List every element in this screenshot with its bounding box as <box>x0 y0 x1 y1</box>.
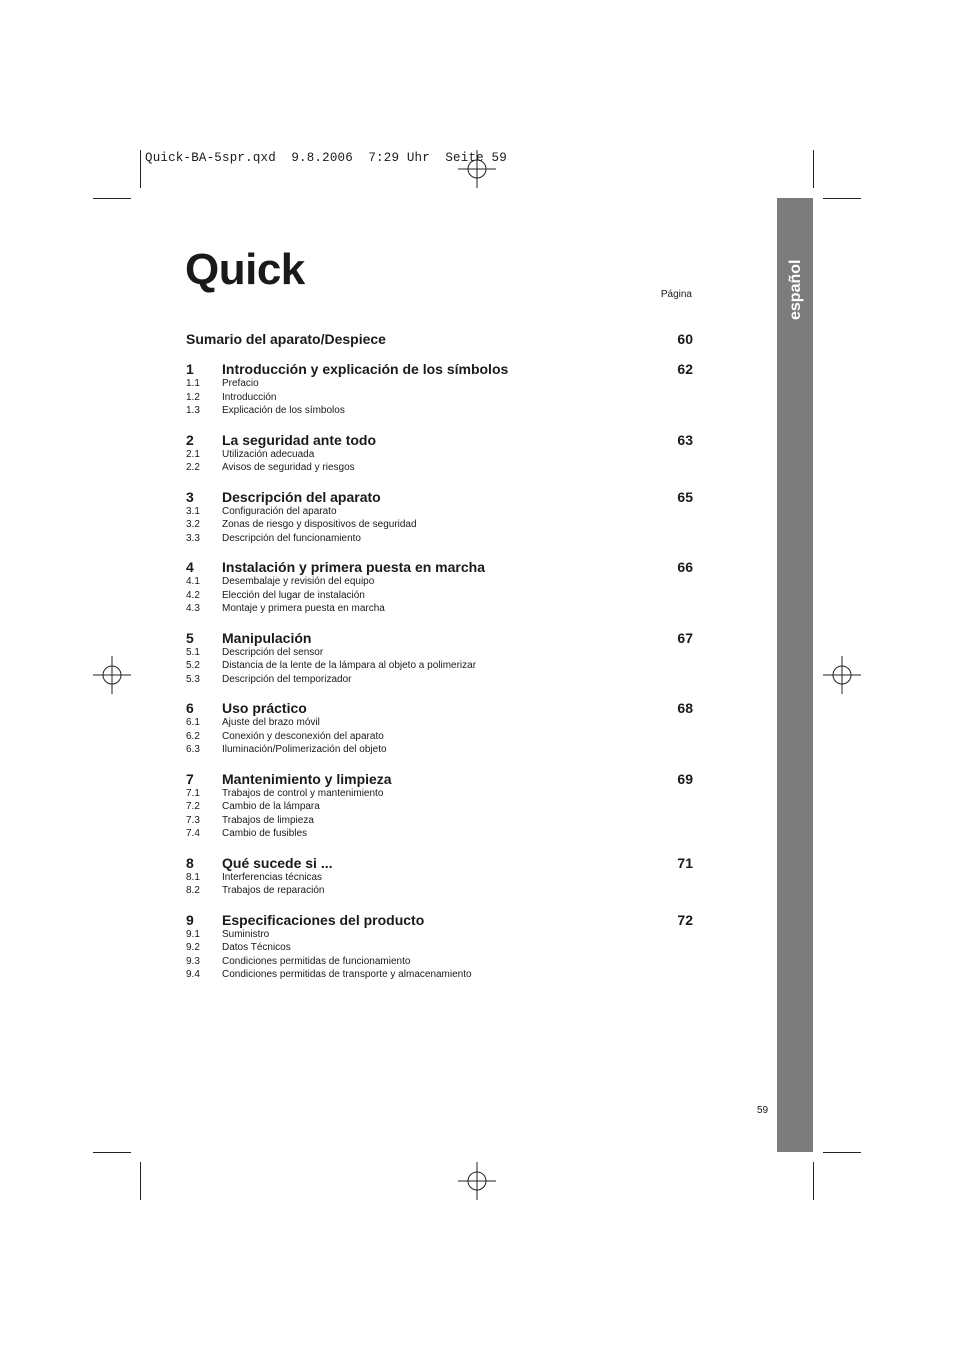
toc-subsection <box>186 827 693 841</box>
crop-mark <box>823 1152 861 1153</box>
toc-subsection-title: Condiciones permitidas de funcionamiento <box>222 955 411 967</box>
toc-subsection-number: 4.2 <box>186 589 200 601</box>
registration-mark-icon <box>458 150 496 188</box>
toc-chapter-number: 9 <box>186 911 194 928</box>
toc-chapter-heading <box>186 361 693 377</box>
toc-subsection-title: Suministro <box>222 928 270 940</box>
toc-chapter-title: Mantenimiento y limpieza <box>222 770 392 787</box>
toc-subsection <box>186 968 693 982</box>
toc-chapter-page: 71 <box>677 854 693 871</box>
toc-subsection <box>186 800 693 814</box>
toc-entry-title: Sumario del aparato/Despiece <box>186 331 386 347</box>
toc-subsection-number: 9.1 <box>186 928 200 940</box>
toc-subsection-title: Trabajos de reparación <box>222 885 325 896</box>
toc-subsection-title: Descripción del sensor <box>222 646 324 658</box>
toc-subsection-title: Datos Técnicos <box>222 942 291 953</box>
toc-subsection-number: 5.1 <box>186 646 200 658</box>
print-slug: Quick-BA-5spr.qxd 9.8.2006 7:29 Uhr Seite 59 <box>145 151 507 165</box>
toc-subsection-number: 7.1 <box>186 787 200 799</box>
toc-subsection-number: 9.4 <box>186 969 200 980</box>
toc-chapter-number: 5 <box>186 629 194 646</box>
toc-chapter-title: Instalación y primera puesta en marcha <box>222 559 485 575</box>
toc-subsection <box>186 377 693 391</box>
toc-subsection-title: Avisos de seguridad y riesgos <box>222 462 355 473</box>
toc-subsection <box>186 589 693 603</box>
toc-subsection <box>186 871 693 885</box>
toc-subsection <box>186 461 693 475</box>
toc-subsection <box>186 716 693 730</box>
toc-subsection-title: Explicación de los símbolos <box>222 405 345 416</box>
toc-subsection <box>186 928 693 942</box>
toc-subsection-number: 9.3 <box>186 955 200 967</box>
toc-subsection-title: Trabajos de limpieza <box>222 814 314 826</box>
toc-entry-page: 60 <box>677 331 693 347</box>
toc-subsection-number: 3.1 <box>186 505 200 517</box>
crop-mark <box>813 1162 814 1200</box>
toc-chapter <box>186 630 693 687</box>
toc-subsection-number: 2.1 <box>186 448 200 460</box>
toc-chapter-page: 65 <box>677 488 693 505</box>
toc-subsection <box>186 743 693 757</box>
toc-subsection <box>186 505 693 519</box>
toc-subsection-title: Desembalaje y revisión del equipo <box>222 576 375 587</box>
toc-subsection <box>186 448 693 462</box>
toc-chapter <box>186 855 693 898</box>
crop-mark <box>140 1162 141 1200</box>
toc-subsection <box>186 602 693 616</box>
toc-subsection-number: 1.3 <box>186 405 200 416</box>
toc-chapter-number: 3 <box>186 488 194 505</box>
toc-subsection-number: 1.2 <box>186 391 200 403</box>
toc-subsection-title: Ajuste del brazo móvil <box>222 717 320 728</box>
toc-subsection-number: 6.1 <box>186 717 200 728</box>
toc-subsection-title: Iluminación/Polimerización del objeto <box>222 744 387 755</box>
registration-mark-icon <box>823 656 861 694</box>
toc-subsection-number: 3.2 <box>186 519 200 530</box>
toc-subsection <box>186 659 693 673</box>
toc-subsection <box>186 730 693 744</box>
toc-subsection-number: 7.3 <box>186 814 200 826</box>
toc-subsection-title: Prefacio <box>222 378 259 389</box>
registration-mark-icon <box>458 1162 496 1200</box>
toc-subsection-number: 9.2 <box>186 942 200 953</box>
toc-chapter-page: 66 <box>677 559 693 575</box>
crop-mark <box>813 150 814 188</box>
toc-chapter-title: Especificaciones del producto <box>222 911 425 928</box>
toc-subsection <box>186 814 693 828</box>
toc-subsection <box>186 884 693 898</box>
toc-subsection-number: 8.2 <box>186 885 200 896</box>
crop-mark <box>140 150 141 188</box>
toc-subsection-title: Descripción del funcionamiento <box>222 532 361 544</box>
toc-subsection <box>186 955 693 969</box>
table-of-contents <box>186 331 693 996</box>
toc-subsection-title: Cambio de la lámpara <box>222 801 320 812</box>
toc-chapter-number: 8 <box>186 854 194 871</box>
registration-mark-icon <box>93 656 131 694</box>
toc-chapter-number: 6 <box>186 700 194 716</box>
toc-chapter <box>186 361 693 418</box>
toc-chapter-title: Descripción del aparato <box>222 488 381 505</box>
toc-subsection-number: 2.2 <box>186 462 200 473</box>
toc-subsection-number: 5.2 <box>186 660 200 671</box>
toc-chapter-page: 63 <box>677 431 693 448</box>
toc-subsection <box>186 518 693 532</box>
toc-chapter <box>186 432 693 475</box>
toc-subsection-number: 4.1 <box>186 576 200 587</box>
toc-chapter-page: 72 <box>677 911 693 928</box>
toc-chapters <box>186 361 693 982</box>
toc-subsection-title: Condiciones permitidas de transporte y almacenamiento <box>222 969 472 980</box>
toc-subsection-title: Trabajos de control y mantenimiento <box>222 787 384 799</box>
toc-chapter-heading <box>186 630 693 646</box>
toc-subsection-title: Introducción <box>222 391 277 403</box>
toc-subsection <box>186 404 693 418</box>
toc-chapter-heading <box>186 771 693 787</box>
toc-chapter-title: Uso práctico <box>222 700 307 716</box>
toc-subsection-title: Conexión y desconexión del aparato <box>222 730 384 742</box>
toc-subsection <box>186 575 693 589</box>
toc-chapter-page: 69 <box>677 770 693 787</box>
toc-subsection <box>186 391 693 405</box>
toc-subsection <box>186 646 693 660</box>
toc-chapter <box>186 912 693 982</box>
toc-subsection-title: Descripción del temporizador <box>222 673 352 685</box>
toc-subsection-number: 6.2 <box>186 730 200 742</box>
crop-mark <box>823 198 861 199</box>
toc-subsection-title: Utilización adecuada <box>222 448 315 460</box>
toc-chapter-number: 4 <box>186 559 194 575</box>
toc-chapter <box>186 559 693 616</box>
toc-subsection-number: 4.3 <box>186 603 200 614</box>
toc-subsection-title: Distancia de la lente de la lámpara al objeto a polimerizar <box>222 660 477 671</box>
toc-summary-entry <box>186 331 693 347</box>
toc-subsection-number: 5.3 <box>186 673 200 685</box>
toc-subsection-title: Montaje y primera puesta en marcha <box>222 603 385 614</box>
toc-subsection-number: 7.2 <box>186 801 200 812</box>
toc-subsection-title: Cambio de fusibles <box>222 828 308 839</box>
toc-chapter-heading <box>186 855 693 871</box>
toc-chapter-title: Introducción y explicación de los símbolos <box>222 361 509 377</box>
toc-chapter-heading <box>186 432 693 448</box>
toc-subsection-number: 1.1 <box>186 378 200 389</box>
crop-mark <box>93 198 131 199</box>
toc-subsection <box>186 941 693 955</box>
crop-mark <box>93 1152 131 1153</box>
toc-chapter <box>186 489 693 546</box>
toc-subsection-title: Zonas de riesgo y dispositivos de seguridad <box>222 519 417 530</box>
toc-chapter-number: 1 <box>186 361 194 377</box>
toc-chapter-title: La seguridad ante todo <box>222 431 377 448</box>
toc-subsection-title: Interferencias técnicas <box>222 871 323 883</box>
toc-subsection-number: 6.3 <box>186 744 200 755</box>
toc-subsection <box>186 532 693 546</box>
toc-chapter-title: Manipulación <box>222 629 312 646</box>
toc-subsection <box>186 787 693 801</box>
toc-chapter <box>186 700 693 757</box>
language-tab <box>777 198 813 1152</box>
toc-chapter-number: 2 <box>186 431 194 448</box>
toc-chapter-heading <box>186 559 693 575</box>
toc-subsection-number: 7.4 <box>186 828 200 839</box>
toc-chapter-page: 62 <box>677 361 693 377</box>
toc-chapter-heading <box>186 700 693 716</box>
toc-subsection-title: Elección del lugar de instalación <box>222 589 365 601</box>
toc-chapter-page: 67 <box>677 629 693 646</box>
page-title: Quick <box>185 245 305 294</box>
page-number: 59 <box>757 1105 769 1116</box>
toc-subsection-number: 3.3 <box>186 532 200 544</box>
toc-chapter-number: 7 <box>186 770 194 787</box>
language-tab-label: español <box>787 259 804 320</box>
toc-subsection <box>186 673 693 687</box>
page-column-label: Página <box>660 289 692 300</box>
toc-subsection-number: 8.1 <box>186 871 200 883</box>
toc-chapter-title: Qué sucede si ... <box>222 854 333 871</box>
toc-chapter-page: 68 <box>677 700 693 716</box>
toc-chapter <box>186 771 693 841</box>
toc-chapter-heading <box>186 912 693 928</box>
toc-chapter-heading <box>186 489 693 505</box>
toc-subsection-title: Configuración del aparato <box>222 505 337 517</box>
